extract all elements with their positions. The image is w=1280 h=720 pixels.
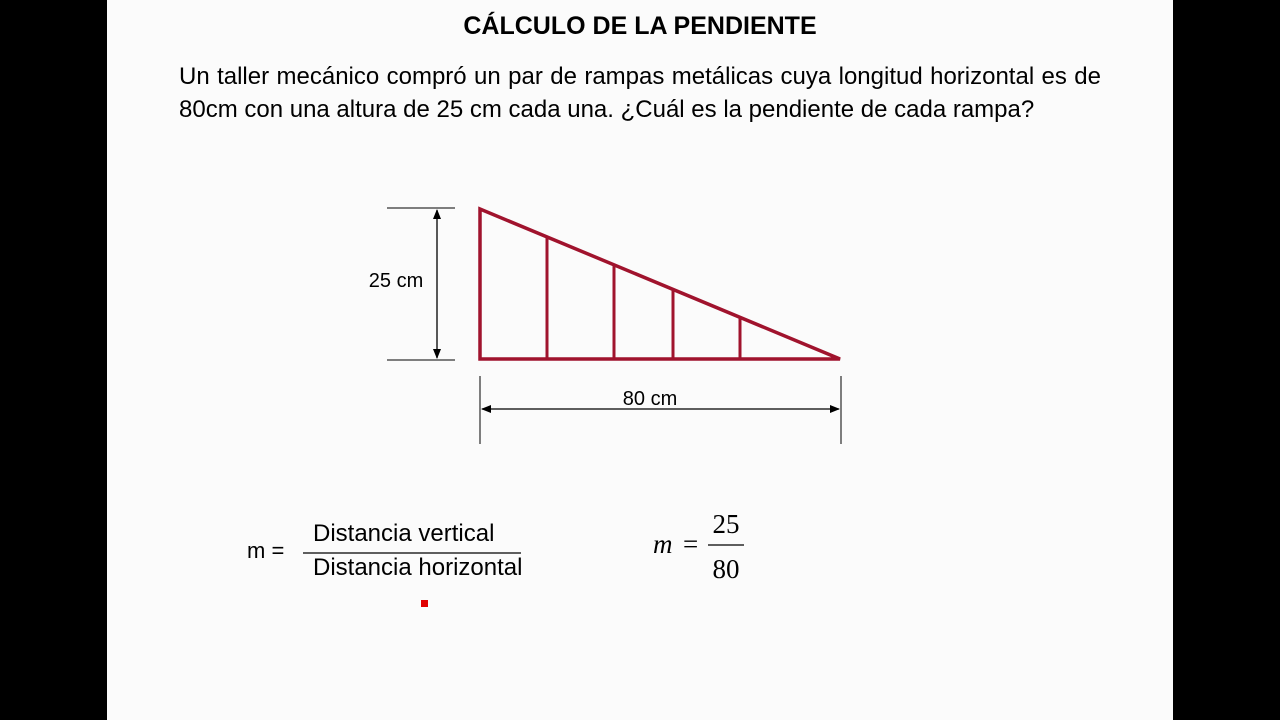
formula-numerator: Distancia vertical [313,520,495,547]
formula-lhs: m = [247,538,285,563]
length-label: 80 cm [622,388,678,410]
formula-denominator: Distancia horizontal [313,554,523,581]
result-variable: m [653,529,673,559]
slide [107,0,1173,720]
result-numerator: 25 [712,509,740,539]
slide-title: CÁLCULO DE LA PENDIENTE [463,12,817,40]
ramp [480,209,840,359]
result-equals: = [683,529,699,559]
problem-statement: Un taller mecánico compró un par de rampas metálicas cuya longitud horizontal es de 80cm con una altura de 25 cm cada una. ¿Cuál es la pendiente de cada rampa? [179,63,1101,123]
ramp-outline [480,209,840,359]
height-label: 25 cm [368,270,424,292]
ramp-diagram [107,0,1173,720]
red-pointer-marker [421,600,428,607]
result-denominator: 80 [712,554,740,584]
